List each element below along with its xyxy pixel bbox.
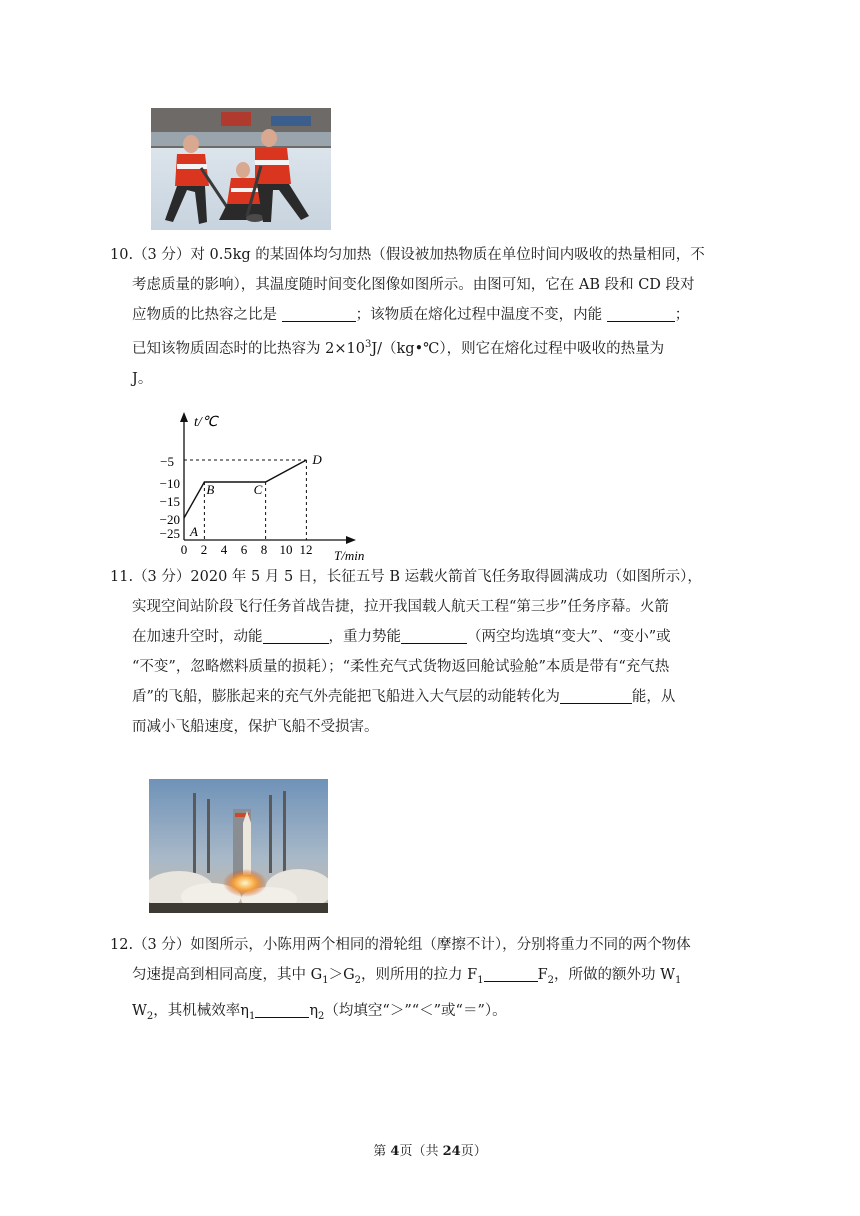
subscript: 2 xyxy=(547,974,555,986)
y-tick-label: −10 xyxy=(159,476,180,491)
q10-score: （3 分） xyxy=(133,247,191,263)
y-tick-label: −25 xyxy=(159,526,180,541)
q11-line5a: 盾”的飞船，膨胀起来的充气外壳能把飞船进入大气层的动能转化为 xyxy=(132,689,560,705)
q12-line2b: ＞G xyxy=(328,967,355,983)
q12-line2d: F xyxy=(537,967,548,983)
x-axis-label: T/min xyxy=(334,548,365,563)
q12-blank-1[interactable] xyxy=(484,965,538,982)
x-tick-label: 6 xyxy=(240,542,248,557)
x-tick-label: 4 xyxy=(220,542,228,557)
q10-blank-2[interactable] xyxy=(607,305,675,322)
y-tick-label: −5 xyxy=(160,454,174,469)
q12-line3c: η xyxy=(309,1002,319,1019)
rocket-launch-photo xyxy=(149,779,328,913)
q10-line3a: 应物质的比热容之比是 xyxy=(132,307,282,323)
q11-line5b: 能，从 xyxy=(631,689,676,705)
question-11 xyxy=(110,562,732,742)
x-tick-label: 0 xyxy=(180,542,188,557)
subscript: 2 xyxy=(354,974,362,986)
q12-blank-2[interactable] xyxy=(255,1001,309,1018)
q10-line4a: 已知该物质固态时的比热容为 2×10 xyxy=(132,340,365,357)
q10-number: 10. xyxy=(110,247,134,263)
y-tick-label: −20 xyxy=(159,512,180,527)
q12-line2c: ，则所用的拉力 F xyxy=(361,967,478,983)
q10-line5: J。 xyxy=(132,370,153,387)
footer-middle: 页（共 xyxy=(399,1144,443,1159)
q12-line3d: （均填空“＞”“＜”或“＝”）。 xyxy=(324,1002,507,1019)
graph-svg xyxy=(140,408,380,564)
q11-number: 11. xyxy=(110,569,134,585)
point-label-D: D xyxy=(312,452,322,467)
subscript: 1 xyxy=(477,974,484,986)
q10-line3c: ； xyxy=(674,307,690,323)
q10-line1: 对 0.5kg 的某固体均匀加热（假设被加热物质在单位时间内吸收的热量相同，不 xyxy=(190,247,705,263)
footer-prefix: 第 xyxy=(373,1144,391,1159)
footer-suffix: 页） xyxy=(460,1144,487,1159)
q12-line2a: 匀速提高到相同高度，其中 G xyxy=(132,967,323,983)
q11-line3a: 在加速升空时，动能 xyxy=(132,629,263,645)
q12-number: 12. xyxy=(110,937,134,953)
x-tick-label: 2 xyxy=(200,542,208,557)
q12-line1: 如图所示，小陈用两个相同的滑轮组（摩擦不计），分别将重力不同的两个物体 xyxy=(190,937,691,953)
x-tick-label: 12 xyxy=(299,542,313,557)
q11-blank-1[interactable] xyxy=(263,627,329,644)
subscript: 2 xyxy=(318,1010,325,1022)
q10-line4b: J/（kg•℃），则它在熔化过程中吸收的热量为 xyxy=(371,340,665,357)
total-page-count: 24 xyxy=(442,1144,461,1159)
q11-line6: 而减小飞船速度，保护飞船不受损害。 xyxy=(132,719,379,735)
y-axis-arrow xyxy=(180,412,188,422)
y-tick-label: −15 xyxy=(159,494,180,509)
y-axis-label: t/℃ xyxy=(194,415,218,430)
question-10 xyxy=(110,240,732,394)
question-12 xyxy=(110,930,732,1032)
q11-line4: “不变”，忽略燃料质量的损耗）；“柔性充气式货物返回舱试验舱”本质是带有“充气热 xyxy=(132,659,670,675)
point-label-C: C xyxy=(253,482,263,497)
q11-line1: 2020 年 5 月 5 日，长征五号 B 运载火箭首飞任务取得圆满成功（如图所示）， xyxy=(190,569,702,585)
x-tick-label: 8 xyxy=(260,542,268,557)
q10-line3b: ；该物质在熔化过程中温度不变，内能 xyxy=(355,307,607,323)
subscript: 1 xyxy=(675,974,682,986)
q11-line3b: ，重力势能 xyxy=(328,629,401,645)
q12-score: （3 分） xyxy=(133,937,191,953)
q11-line2: 实现空间站阶段飞行任务首战告捷，拉开我国载人航天工程“第三步”任务序幕。火箭 xyxy=(132,599,669,615)
curling-photo xyxy=(151,108,331,230)
x-tick-label: 10 xyxy=(279,542,293,557)
point-label-B: B xyxy=(206,482,215,497)
q12-line3a: W xyxy=(132,1002,147,1019)
q11-blank-2[interactable] xyxy=(401,627,467,644)
page-footer xyxy=(0,1140,860,1159)
q12-line3b: ，其机械效率η xyxy=(153,1002,249,1019)
subscript: 1 xyxy=(322,974,329,986)
point-label-A: A xyxy=(190,524,198,539)
q10-blank-1[interactable] xyxy=(282,305,356,322)
q10-line2: 考虑质量的影响），其温度随时间变化图像如图所示。由图可知，它在 AB 段和 CD 段对 xyxy=(132,277,695,293)
current-page-number: 4 xyxy=(390,1144,400,1159)
subscript: 2 xyxy=(146,1010,154,1022)
q11-score: （3 分） xyxy=(133,569,191,585)
subscript: 1 xyxy=(248,1010,256,1022)
x-axis-arrow xyxy=(346,536,356,544)
temperature-curve xyxy=(184,460,306,518)
q10-line4-exponent: 3 xyxy=(364,339,372,350)
q11-blank-3[interactable] xyxy=(560,687,632,704)
q12-line2e: ，所做的额外功 W xyxy=(554,967,676,983)
temperature-graph xyxy=(140,408,380,564)
q11-line3c: （两空均选填“变大”、“变小”或 xyxy=(467,629,671,645)
